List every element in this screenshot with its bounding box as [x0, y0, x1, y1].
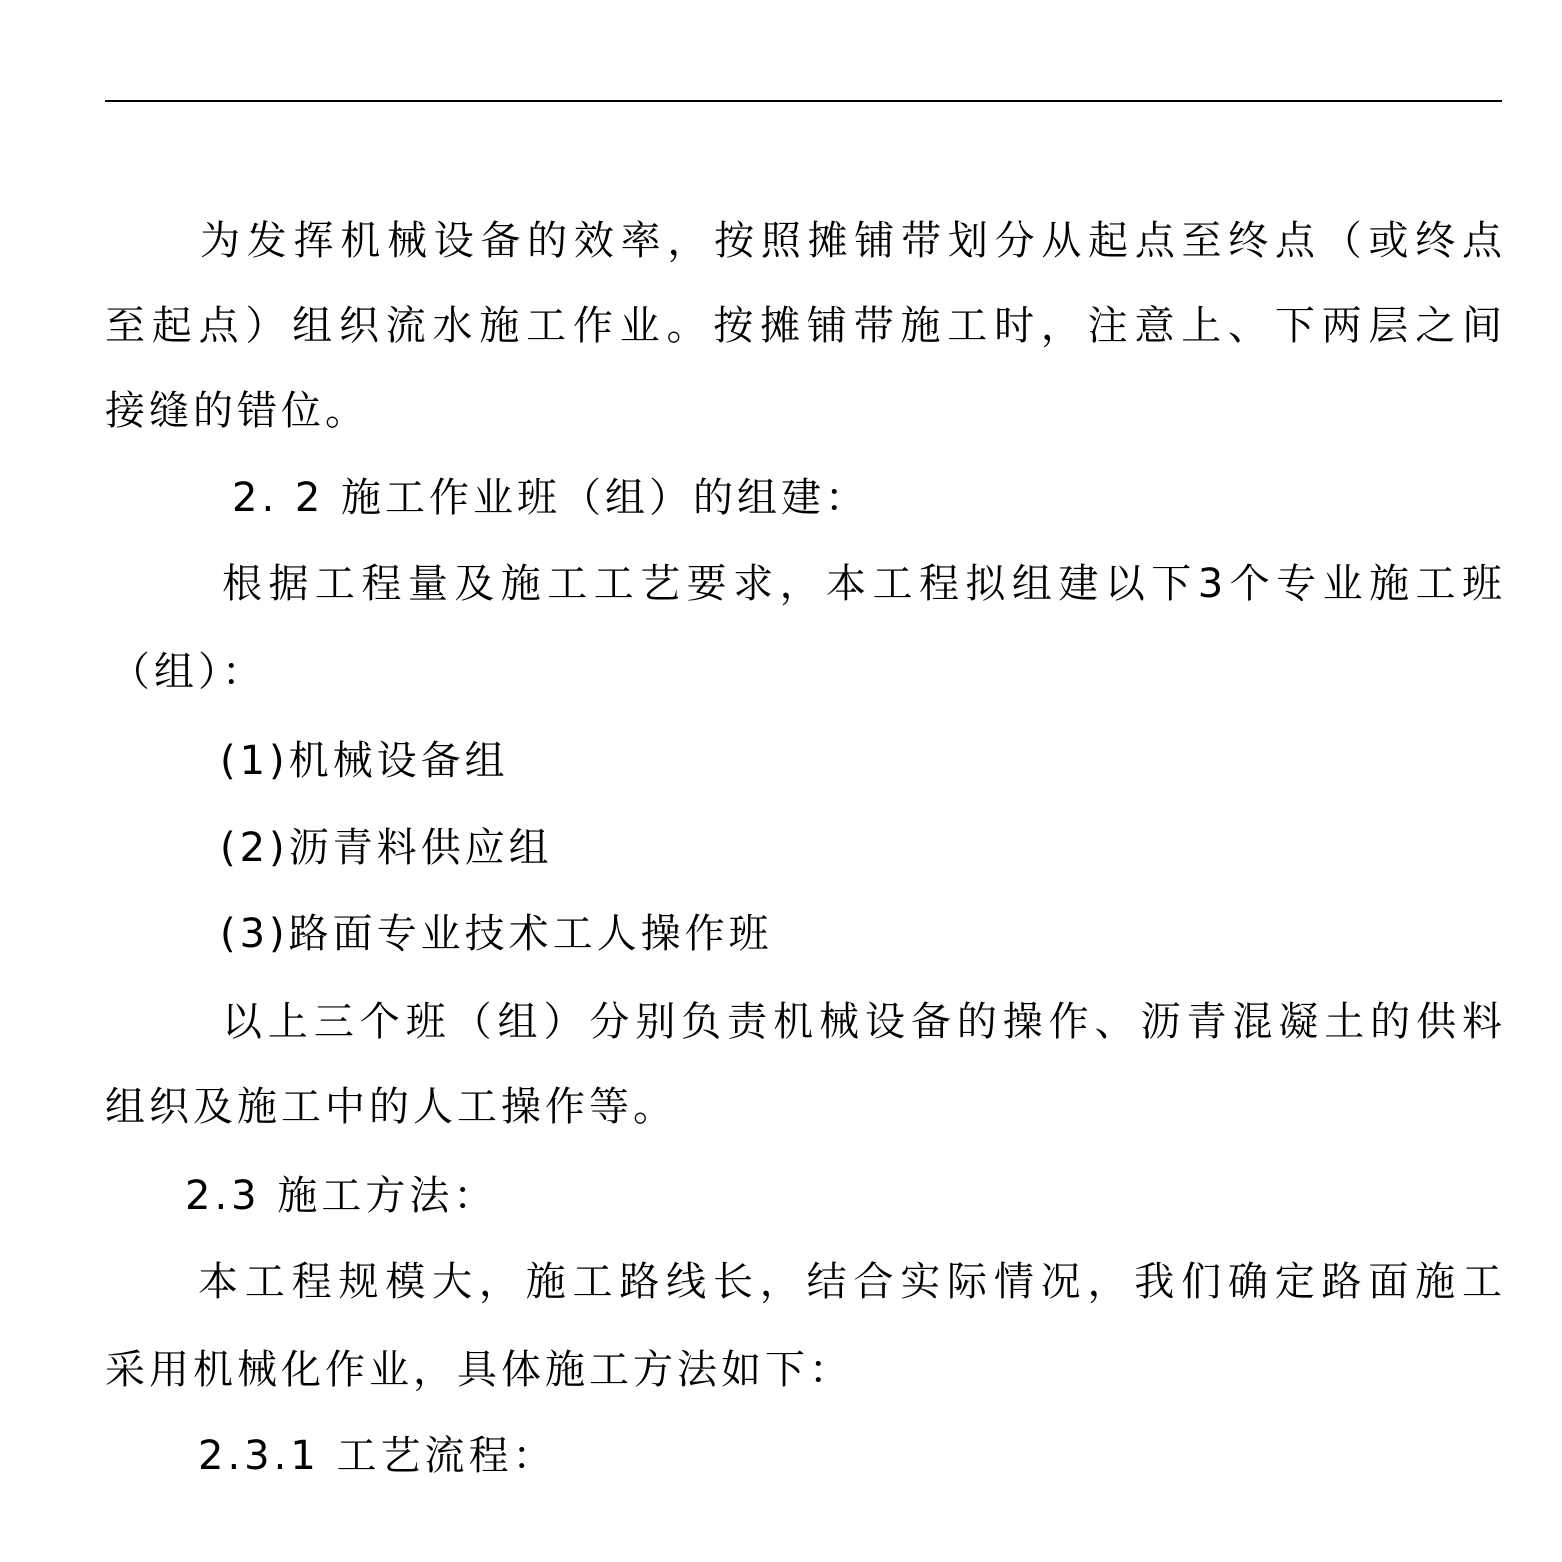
team-item: (1)机械设备组	[220, 738, 509, 784]
paragraph-3-line-1: 以上三个班（组）分别负责机械设备的操作、沥青混凝土的供料	[222, 999, 1502, 1045]
paragraph-1-line-2: 至起点）组织流水施工作业。按摊铺带施工时，注意上、下两层之间	[105, 303, 1502, 349]
header-rule	[105, 100, 1502, 102]
paragraph-2-line-2: （组）：	[110, 649, 266, 695]
heading-2-3-1: 2.3.1 工艺流程：	[198, 1433, 557, 1479]
paragraph-1-line-1: 为发挥机械设备的效率，按照摊铺带划分从起点至终点（或终点	[200, 218, 1502, 264]
heading-2-2: 2. 2 施工作业班（组）的组建：	[232, 475, 870, 521]
team-item: (2)沥青料供应组	[220, 825, 553, 871]
paragraph-2-line-1: 根据工程量及施工工艺要求，本工程拟组建以下3个专业施工班	[222, 561, 1502, 607]
heading-2-3: 2.3 施工方法：	[185, 1173, 498, 1219]
paragraph-4-line-2: 采用机械化作业，具体施工方法如下：	[105, 1347, 853, 1393]
paragraph-4-line-1: 本工程规模大，施工路线长，结合实际情况，我们确定路面施工	[198, 1259, 1502, 1305]
team-item: (3)路面专业技术工人操作班	[220, 911, 773, 957]
paragraph-3-line-2: 组织及施工中的人工操作等。	[105, 1084, 677, 1130]
paragraph-1-line-3: 接缝的错位。	[105, 388, 369, 434]
